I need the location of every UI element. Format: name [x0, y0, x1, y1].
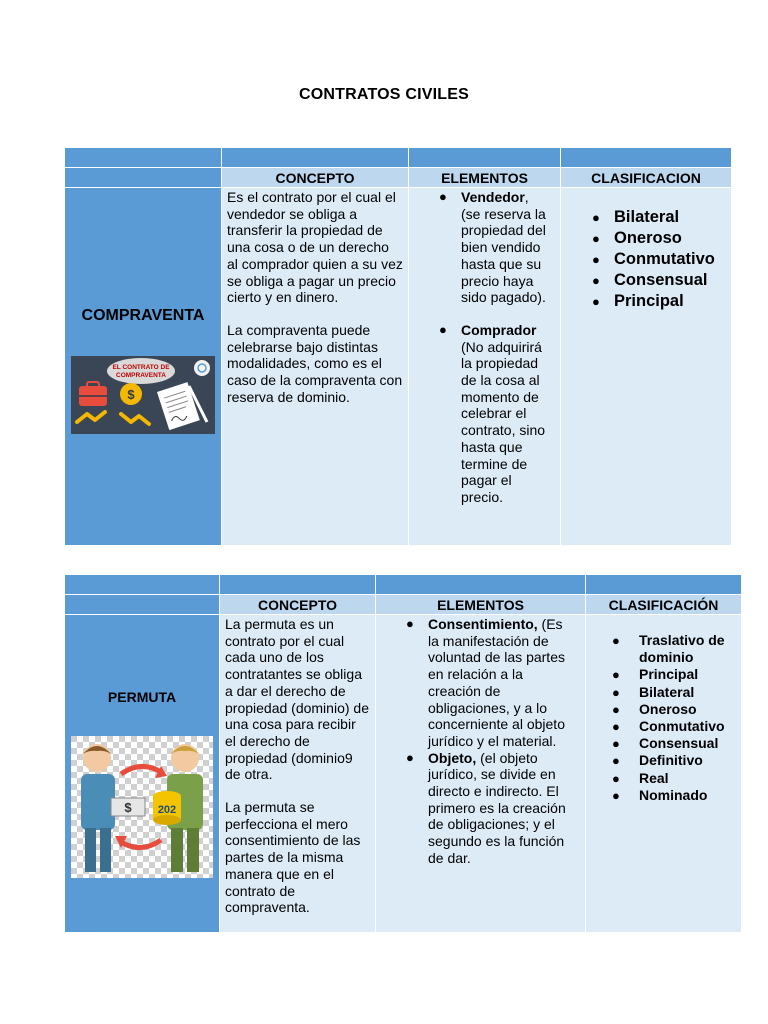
bullet-icon: ●	[612, 633, 620, 648]
concepto-cell	[220, 615, 376, 933]
row-label-cell	[65, 615, 220, 933]
list-item: ● Consentimiento, (Es la manifestación de voluntad de las partes en relación a la creación de obligaciones, y a lo concerniente al objeto jurídico y el material.	[406, 616, 565, 749]
table-header-row	[65, 595, 742, 615]
row-label: COMPRAVENTA	[81, 307, 205, 324]
bullet-icon: ●	[439, 189, 447, 204]
table-top-bar	[65, 148, 732, 168]
clasificacion-item: ● Real	[612, 769, 669, 786]
header-concepto: CONCEPTO	[222, 168, 409, 188]
header-elementos: ELEMENTOS	[376, 595, 586, 615]
clasificacion-item: ● Bilateral	[592, 208, 680, 226]
header-clasificacion: CLASIFICACION	[561, 168, 732, 188]
header-clasificacion: CLASIFICACIÓN	[586, 595, 742, 615]
clasificacion-item: ● Principal	[592, 292, 684, 310]
money-label: $	[124, 800, 132, 815]
clasificacion-item: ● Consensual	[612, 735, 719, 752]
row-label: PERMUTA	[107, 689, 177, 705]
bullet-icon: ●	[406, 616, 414, 631]
image-caption-2: COMPRAVENTA	[116, 372, 166, 379]
clasificacion-item: ● Conmutativo	[612, 718, 725, 735]
clasificacion-item: ● Nominado	[612, 786, 708, 803]
clasificacion-list	[612, 632, 737, 804]
permuta-illustration	[71, 736, 213, 878]
clasificacion-item: ● Oneroso	[612, 700, 697, 717]
table-row	[65, 188, 732, 546]
clasificacion-item: ● Principal	[612, 666, 699, 683]
list-item: ● Comprador (No adquirirá la propiedad de la cosa al momento de celebrar el contrato, sino hasta que termine de pagar el precio.	[439, 321, 546, 505]
compraventa-table	[64, 147, 732, 546]
list-item: ● Objeto, (el objeto jurídico, se divide en directo e indirecto. El primero es la creación de obligaciones; y el segundo es la función de dar.	[406, 749, 566, 866]
concepto-paragraph: Es el contrato por el cual el vendedor se obliga a transferir la propiedad de una cosa o de un derecho al comprador quien a su vez se obliga a pagar un precio cierto y en dinero.	[227, 189, 403, 306]
bullet-icon: ●	[612, 770, 620, 786]
svg-text:$: $	[127, 387, 135, 402]
bullet-icon: ●	[612, 787, 620, 803]
clasificacion-cell	[561, 188, 732, 546]
bullet-icon: ●	[612, 719, 620, 735]
document-title: CONTRATOS CIVILES	[299, 86, 469, 103]
can-label: 202	[157, 804, 177, 816]
clasificacion-list	[592, 207, 726, 312]
bullet-icon: ●	[406, 749, 414, 765]
row-label-cell	[65, 188, 222, 546]
bullet-icon: ●	[592, 231, 600, 246]
compraventa-illustration	[71, 356, 215, 434]
bullet-icon: ●	[612, 684, 620, 700]
concepto-paragraph: La compraventa puede celebrarse bajo distintas modalidades, como es el caso de la compraventa con reserva de dominio.	[227, 321, 403, 405]
table-row	[65, 615, 742, 933]
bullet-icon: ●	[612, 753, 620, 769]
header-elementos: ELEMENTOS	[409, 168, 561, 188]
clasificacion-cell	[586, 615, 742, 933]
header-concepto: CONCEPTO	[220, 595, 376, 615]
permuta-table	[64, 574, 742, 933]
bullet-icon: ●	[592, 294, 600, 309]
table-header-row	[65, 168, 732, 188]
clasificacion-item: ● Definitivo	[612, 752, 703, 769]
bullet-icon: ●	[592, 210, 600, 225]
concepto-cell	[222, 188, 409, 546]
clasificacion-item: ● Conmutativo	[592, 250, 715, 268]
list-item: ● Vendedor, (se reserva la propiedad del bien vendido hasta que su precio haya sido pagado).	[439, 189, 546, 306]
image-caption-1: EL CONTRATO DE	[112, 364, 170, 371]
concepto-paragraph: La permuta se perfecciona el mero consentimiento de las partes de la misma manera que en el contrato de compraventa.	[225, 799, 361, 916]
table-top-bar	[65, 575, 742, 595]
elementos-cell	[376, 615, 586, 933]
bullet-icon: ●	[612, 701, 620, 717]
bullet-icon: ●	[592, 273, 600, 288]
clasificacion-item: ● Consensual	[592, 271, 708, 289]
bullet-icon: ●	[612, 736, 620, 752]
bullet-icon: ●	[612, 667, 620, 683]
bullet-icon: ●	[592, 252, 600, 267]
clasificacion-item: ● Oneroso	[592, 229, 682, 247]
clasificacion-item: ● Traslativo de dominio	[612, 632, 725, 666]
concepto-paragraph: La permuta es un contrato por el cual cada uno de los contratantes se obliga a dar el derecho de propiedad (dominio) de una cosa para recibir el derecho de propiedad (dominio9 de otra.	[225, 616, 369, 783]
bullet-icon: ●	[439, 321, 447, 337]
clasificacion-item: ● Bilateral	[612, 683, 695, 700]
elementos-cell	[409, 188, 561, 546]
